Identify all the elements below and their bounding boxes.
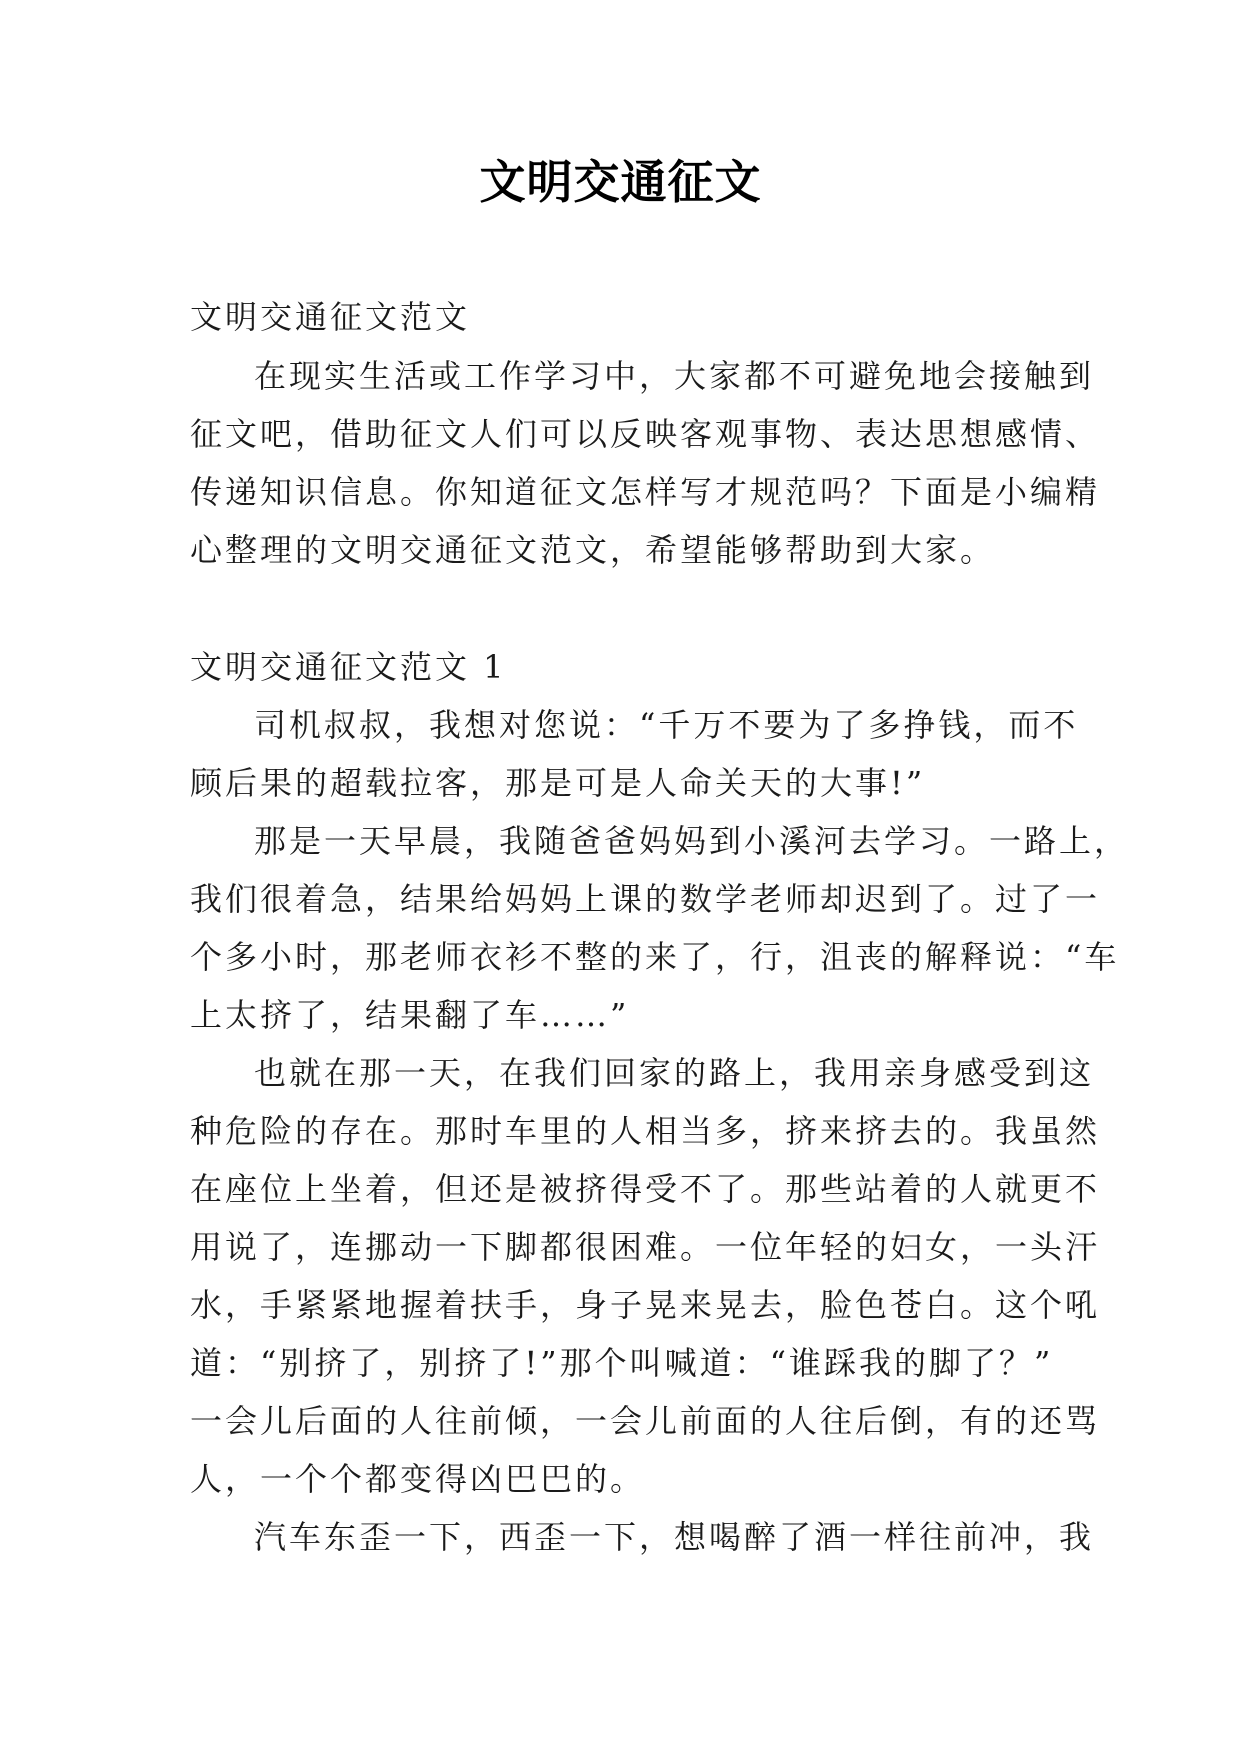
body-text-line: 征文吧，借助征文人们可以反映客观事物、表达思想感情、 — [190, 415, 1101, 453]
body-text-line: 种危险的存在。那时车里的人相当多，挤来挤去的。我虽然 — [190, 1112, 1101, 1150]
body-text-line: 水，手紧紧地握着扶手，身子晃来晃去，脸色苍白。这个吼 — [190, 1286, 1101, 1324]
section-heading: 文明交通征文范文 1 — [190, 648, 507, 686]
document-title: 文明交通征文 — [479, 155, 762, 209]
body-text-line: 也就在那一天，在我们回家的路上，我用亲身感受到这 — [254, 1054, 1095, 1092]
body-text-line: 心整理的文明交通征文范文，希望能够帮助到大家。 — [190, 531, 996, 569]
body-text-line: 那是一天早晨，我随爸爸妈妈到小溪河去学习。一路上， — [254, 822, 1130, 860]
body-text-line: 一会儿后面的人往前倾，一会儿前面的人往后倒，有的还骂 — [190, 1402, 1101, 1440]
body-text-line: 顾后果的超载拉客，那是可是人命关天的大事!” — [190, 764, 926, 802]
body-text-line: 用说了，连挪动一下脚都很困难。一位年轻的妇女，一头汗 — [190, 1228, 1101, 1266]
section-heading: 文明交通征文范文 — [190, 298, 471, 336]
body-text-line: 在现实生活或工作学习中，大家都不可避免地会接触到 — [254, 357, 1095, 395]
body-text-line: 汽车东歪一下，西歪一下，想喝醉了酒一样往前冲，我 — [254, 1518, 1095, 1556]
body-text-line: 上太挤了，结果翻了车……” — [190, 996, 630, 1034]
body-text-line: 个多小时，那老师衣衫不整的来了，行，沮丧的解释说：“车 — [190, 938, 1120, 976]
body-text-line: 道：“别挤了，别挤了!”那个叫喊道：“谁踩我的脚了？” — [190, 1344, 1054, 1382]
body-text-line: 人，一个个都变得凶巴巴的。 — [190, 1460, 646, 1498]
body-text-line: 司机叔叔，我想对您说：“千万不要为了多挣钱，而不 — [254, 706, 1079, 744]
body-text-line: 在座位上坐着，但还是被挤得受不了。那些站着的人就更不 — [190, 1170, 1101, 1208]
body-text-line: 传递知识信息。你知道征文怎样写才规范吗？下面是小编精 — [190, 473, 1101, 511]
body-text-line: 我们很着急，结果给妈妈上课的数学老师却迟到了。过了一 — [190, 880, 1101, 918]
